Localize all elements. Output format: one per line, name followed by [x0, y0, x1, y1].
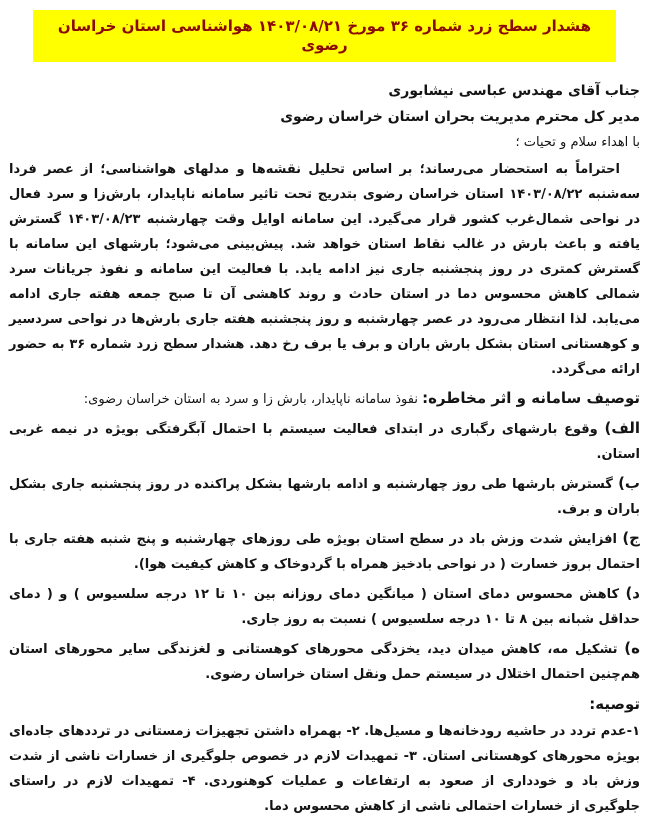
- hazard-item-d: [9, 581, 640, 632]
- hazard-section-intro: [9, 386, 640, 412]
- hazard-item-c: [9, 526, 640, 577]
- hazard-item-a-marker: الف): [604, 419, 640, 437]
- hazard-item-h: [9, 636, 640, 687]
- alert-banner-title: هشدار سطح زرد شماره ۳۶ مورخ ۱۴۰۳/۰۸/۲۱ هواشناسی استان خراسان رضوی: [57, 17, 592, 54]
- hazard-section-heading: توصیف سامانه و اثر مخاطره:: [422, 389, 640, 407]
- hazard-item-c-text: افزایش شدت وزش باد در سطح استان بویژه طی روزهای چهارشنبه و پنج شنبه هفته جاری با احتمال بروز خسارت ( در نواحی بادخیز همراه با گردوخاک و کاهش کیفیت هوا).: [9, 532, 640, 572]
- hazard-item-h-text: تشکیل مه، کاهش میدان دید، یخزدگی محورهای کوهستانی و لغزندگی سایر محورهای استان هم‌چنین احتمال اختلال در سیستم حمل ونقل استان خراسان رضوی.: [9, 642, 640, 682]
- hazard-item-b-marker: ب): [618, 474, 640, 492]
- salutation-line: با اهداء سلام و تحیات ؛: [515, 135, 640, 150]
- recipient-name: جناب آقای مهندس عباسی نیشابوری: [388, 83, 640, 99]
- hazard-item-a-text: وقوع بارشهای رگباری در ابتدای فعالیت سیستم با احتمال آبگرفتگی بویژه در نیمه غربی استان.: [9, 422, 640, 462]
- alert-banner: [33, 10, 616, 62]
- hazard-item-d-text: کاهش محسوس دمای استان ( میانگین دمای روزانه بین ۱۰ تا ۱۲ درجه سلسیوس ) و ( دمای حداقل شبانه بین ۸ تا ۱۰ درجه سلسیوس ) نسبت به روز جاری.: [9, 587, 640, 627]
- hazard-item-b: [9, 471, 640, 522]
- hazard-item-a: [9, 416, 640, 467]
- hazard-item-h-marker: ه): [624, 639, 640, 657]
- hazard-item-d-marker: د): [625, 584, 640, 602]
- hazard-item-b-text: گسترش بارشها طی روز چهارشنبه و ادامه بارشها بشکل پراکنده در روز پنجشنبه جاری بشکل باران و برف.: [9, 477, 640, 517]
- hazard-item-c-marker: ج): [622, 529, 640, 547]
- recipient-title: مدیر کل محترم مدیریت بحران استان خراسان رضوی: [280, 109, 640, 125]
- recommendations-heading: توصیه:: [589, 695, 640, 713]
- hazard-section-summary: نفوذ سامانه ناپایدار، بارش زا و سرد به استان خراسان رضوی:: [83, 392, 423, 407]
- recommendations-paragraph: ۱-عدم تردد در حاشیه رودخانه‌ها و مسیل‌ها. ۲- بهمراه داشتن تجهیزات زمستانی در ترددهای جاده‌ای بویژه محورهای کوهستانی استان. ۳- تمهیدات لازم در خصوص جلوگیری از خسارات ناشی از شدت وزش باد و خودداری از صعود به ارتفاعات و عملیات کوهنوردی. ۴- تمهیدات لازم در راستای جلوگیری از خسارات احتمالی ناشی از کاهش محسوس دما.: [9, 724, 640, 814]
- intro-paragraph: احتراماً به استحضار می‌رساند؛ بر اساس تحلیل نقشه‌ها و مدلهای هواشناسی؛ از عصر فردا سه‌شنبه ۱۴۰۳/۰۸/۲۲ استان خراسان رضوی بتدریج تحت تاثیر سامانه ناپایدار، بارش‌زا و سرد فعال در نواحی شمال‌غرب کشور قرار می‌گیرد. این سامانه اوایل وقت چهارشنبه ۱۴۰۳/۰۸/۲۳ گسترش یافته و باعث بارش در غالب نقاط استان خواهد شد. پیش‌بینی می‌شود؛ بارشهای این سامانه با گسترش کمتری در روز پنجشنبه جاری نیز ادامه یابد. با فعالیت این سامانه و نفوذ جریانات سرد شمالی کاهش محسوس دما در استان حادث و روند کاهشی آن تا صبح جمعه هفته جاری ادامه می‌یابد. لذا انتظار می‌رود در عصر چهارشنبه و روز پنجشنبه هفته جاری بارش‌ها در نواحی سردسیر و کوهستانی استان بشکل بارش باران و برف یا برف رخ دهد. هشدار سطح زرد شماره ۳۶ به حضور ارائه می‌گردد.: [9, 162, 640, 377]
